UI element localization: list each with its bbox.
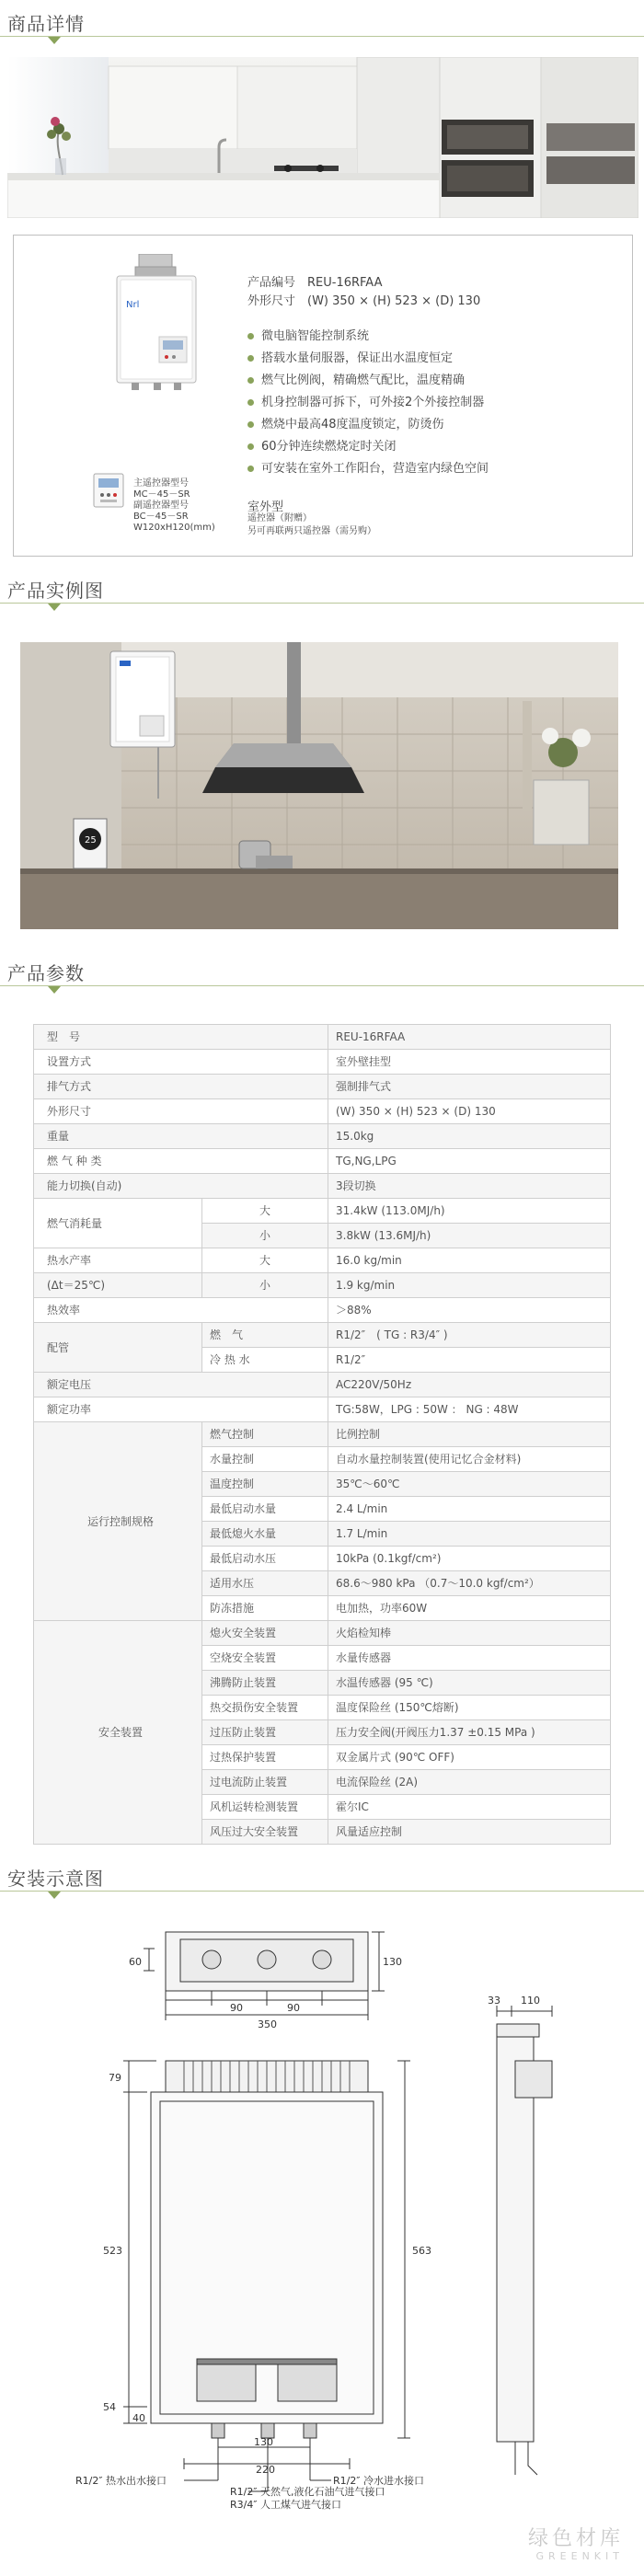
table-row: 冷 热 水 R1/2″ (34, 1348, 611, 1373)
bullet-icon (247, 421, 254, 428)
table-row: (Δt＝25℃) 小 1.9 kg/min (34, 1273, 611, 1298)
section-marker (48, 1892, 61, 1899)
feature-item: 机身控制器可拆下，可外接2个外接控制器 (247, 392, 484, 409)
heater-brand-text: Nrl (126, 300, 140, 310)
section-header-example (0, 570, 644, 605)
table-row: 防冻措施 电加热，功率60W (34, 1596, 611, 1621)
dim-54: 54 (103, 2401, 116, 2413)
watermark-en: GREENKIT (535, 2550, 624, 2562)
feature-item: 搭载水量伺服器，保证出水温度恒定 (247, 348, 453, 365)
remote-note: 遥控器（附赠） (247, 513, 312, 523)
dim-40: 40 (132, 2412, 145, 2424)
table-row: 水量控制 自动水量控制装置(使用记忆合金材料) (34, 1447, 611, 1472)
controller-spec (133, 478, 215, 534)
bullet-icon (247, 443, 254, 450)
bullet-icon (247, 355, 254, 362)
dim-523: 523 (103, 2245, 122, 2257)
label-gas-inlet: R1/2″ 天然气,液化石油气进气接口 (230, 2486, 385, 2498)
table-row: 风压过大安全装置 风量适应控制 (34, 1820, 611, 1845)
remote-controller-image (93, 473, 124, 508)
model-number: 产品编号 REU-16RFAA (247, 276, 383, 290)
table-row: 配管 燃 气 R1/2″ ( TG : R3/4″ ) (34, 1323, 611, 1348)
dim-563: 563 (412, 2245, 431, 2257)
controller-line: W120xH120(mm) (133, 523, 215, 533)
table-row: 型 号 REU-16RFAA (34, 1025, 611, 1050)
section-header-details (0, 4, 644, 39)
section-marker (48, 986, 61, 994)
product-info-panel (13, 235, 633, 557)
table-row: 小 3.8kW (13.6MJ/h) (34, 1224, 611, 1248)
table-row: 过电流防止装置 电流保险丝 (2A) (34, 1770, 611, 1795)
label-hot-water-outlet: R1/2″ 热水出水接口 (75, 2475, 167, 2487)
feature-item: 燃烧中最高48度温度锁定，防烫伤 (247, 414, 444, 431)
water-heater-image (113, 254, 201, 392)
dim-350: 350 (258, 2018, 277, 2030)
controller-line: 副遥控器型号 (133, 500, 189, 511)
outdoor-type: 室外型 (247, 500, 284, 514)
label-cold-water-inlet: R1/2″ 冷水进水接口 (333, 2475, 424, 2487)
table-row: 空烧安全装置 水量传感器 (34, 1646, 611, 1671)
table-row: 最低熄火水量 1.7 L/min (34, 1522, 611, 1547)
dim-110: 110 (521, 1995, 540, 2007)
table-row: 燃气消耗量 大 31.4kW (113.0MJ/h) (34, 1199, 611, 1224)
dim-90b: 90 (287, 2002, 300, 2014)
installation-diagram (0, 1923, 644, 2512)
table-row: 适用水压 68.6～980 kPa （0.7～10.0 kgf/cm²） (34, 1571, 611, 1596)
dim-79: 79 (109, 2072, 121, 2084)
section-marker (48, 37, 61, 44)
table-row: 沸腾防止装置 水温传感器 (95 ℃) (34, 1671, 611, 1696)
table-row: 温度控制 35℃～60℃ (34, 1472, 611, 1497)
watermark-cn: 绿色材库 (527, 2527, 624, 2550)
table-row: 排气方式 强制排气式 (34, 1075, 611, 1099)
spec-table (33, 1024, 611, 1845)
divider (0, 985, 644, 986)
table-row: 最低启动水压 10kPa (0.1kgf/cm²) (34, 1547, 611, 1571)
table-row: 额定电压 AC220V/50Hz (34, 1373, 611, 1397)
bullet-icon (247, 399, 254, 406)
table-row: 重量 15.0kg (34, 1124, 611, 1149)
svg-text:25: 25 (85, 835, 97, 845)
table-row: 设置方式 室外壁挂型 (34, 1050, 611, 1075)
table-row: 运行控制规格 燃气控制 比例控制 (34, 1422, 611, 1447)
dim-60: 60 (129, 1956, 142, 1968)
controller-line: 主遥控器型号 (133, 478, 189, 489)
dim-33: 33 (488, 1995, 500, 2007)
dim-130b: 130 (254, 2436, 273, 2448)
feature-item: 微电脑智能控制系统 (247, 326, 369, 343)
section-title: 安装示意图 (7, 1868, 104, 1890)
controller-line: BC－45－SR (133, 512, 189, 522)
section-header-install (0, 1858, 644, 1893)
table-row: 外形尺寸 (W) 350 × (H) 523 × (D) 130 (34, 1099, 611, 1124)
divider (0, 603, 644, 604)
table-row: 最低启动水量 2.4 L/min (34, 1497, 611, 1522)
table-row: 风机运转检测装置 霍尔IC (34, 1795, 611, 1820)
feature-item: 可安装在室外工作阳台，营造室内绿色空间 (247, 458, 489, 476)
divider (0, 36, 644, 37)
kitchen-photo (7, 57, 638, 218)
remote-note-2: 另可再联两只遥控器（需另购） (247, 526, 376, 536)
table-row: 能力切换(自动) 3段切换 (34, 1174, 611, 1199)
feature-item: 燃气比例阀，精确燃气配比，温度精确 (247, 370, 465, 387)
table-row: 过压防止装置 压力安全阀(开阀压力1.37 ±0.15 MPa ) (34, 1720, 611, 1745)
dim-220: 220 (256, 2464, 275, 2476)
section-marker (48, 604, 61, 611)
table-row: 热交损伤安全装置 温度保险丝 (150℃熔断) (34, 1696, 611, 1720)
label-town-gas-inlet: R3/4″ 人工煤气进气接口 (230, 2499, 341, 2511)
section-title: 产品实例图 (7, 580, 104, 602)
bullet-icon (247, 466, 254, 472)
dim-90a: 90 (230, 2002, 243, 2014)
controller-line: MC－45－SR (133, 489, 190, 500)
table-row: 过热保护装置 双金属片式 (90℃ OFF) (34, 1745, 611, 1770)
table-row: 燃 气 种 类 TG,NG,LPG (34, 1149, 611, 1174)
bullet-icon (247, 377, 254, 384)
section-header-params (0, 953, 644, 988)
bullet-icon (247, 333, 254, 339)
table-row: 热效率 ＞88% (34, 1298, 611, 1323)
section-title: 商品详情 (7, 13, 85, 35)
feature-item: 60分钟连续燃烧定时关闭 (247, 436, 397, 454)
table-row: 安全装置 熄火安全装置 火焰检知棒 (34, 1621, 611, 1646)
section-title: 产品参数 (7, 962, 85, 984)
table-row: 热水产率 大 16.0 kg/min (34, 1248, 611, 1273)
installation-example-photo (20, 642, 618, 929)
dimensions: 外形尺寸 (W) 350 × (H) 523 × (D) 130 (247, 294, 481, 308)
divider (0, 1891, 644, 1892)
dim-130: 130 (383, 1956, 402, 1968)
table-row: 额定功率 TG:58W，LPG : 50W ： NG : 48W (34, 1397, 611, 1422)
